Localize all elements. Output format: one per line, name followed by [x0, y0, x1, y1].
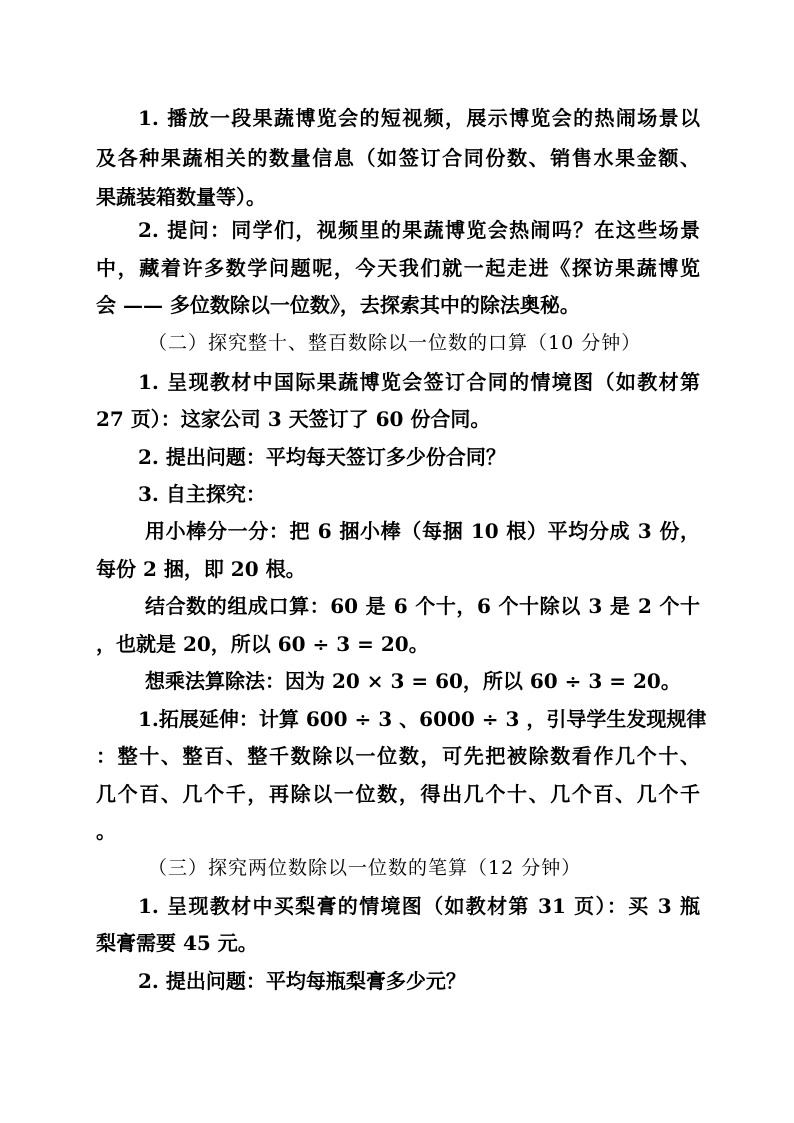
- paragraph-line: 2. 提问：同学们，视频里的果蔬博览会热闹吗？在这些场景: [138, 218, 700, 242]
- paragraph-line: 2. 提出问题：平均每瓶梨膏多少元？: [138, 969, 466, 993]
- paragraph-line: 1. 播放一段果蔬博览会的短视频，展示博览会的热闹场景以: [138, 106, 700, 130]
- section-heading: （二）探究整十、整百数除以一位数的口算（10 分钟）: [148, 332, 642, 354]
- paragraph-line: ：整十、整百、整千数除以一位数，可先把被除数看作几个十、: [96, 744, 700, 768]
- paragraph-line: 几个百、几个千，再除以一位数，得出几个十、几个百、几个千: [96, 782, 700, 806]
- paragraph-line: 梨膏需要 45 元。: [96, 931, 258, 955]
- paragraph-line: 1. 呈现教材中国际果蔬博览会签订合同的情境图（如教材第: [138, 370, 700, 394]
- paragraph-line: 。: [96, 819, 116, 843]
- paragraph-line: 1. 呈现教材中买梨膏的情境图（如教材第 31 页）：买 3 瓶: [138, 894, 700, 918]
- paragraph-line: 3. 自主探究：: [138, 482, 266, 506]
- paragraph-line: 想乘法算除法：因为 20 × 3 = 60，所以 60 ÷ 3 = 20。: [145, 669, 681, 693]
- paragraph-line: 会 —— 多位数除以一位数》，去探索其中的除法奥秘。: [96, 293, 580, 317]
- paragraph-line: 27 页）：这家公司 3 天签订了 60 份合同。: [96, 407, 491, 431]
- paragraph-line: 用小棒分一分：把 6 捆小棒（每捆 10 根）平均分成 3 份，: [145, 519, 700, 543]
- paragraph-line: 每份 2 捆，即 20 根。: [96, 557, 306, 581]
- section-heading: （三）探究两位数除以一位数的笔算（12 分钟）: [148, 857, 582, 879]
- paragraph-line: 及各种果蔬相关的数量信息（如签订合同份数、销售水果金额、: [96, 146, 700, 170]
- paragraph-line: ，也就是 20，所以 60 ÷ 3 = 20。: [96, 632, 429, 656]
- paragraph-line: 果蔬装箱数量等）。: [96, 185, 266, 209]
- paragraph-line: 1.拓展延伸：计算 600 ÷ 3 、6000 ÷ 3 ，引导学生发现规律: [138, 707, 707, 731]
- paragraph-line: 2. 提出问题：平均每天签订多少份合同？: [138, 445, 506, 469]
- paragraph-line: 结合数的组成口算：60 是 6 个十，6 个十除以 3 是 2 个十: [145, 594, 700, 618]
- paragraph-line: 中，藏着许多数学问题呢，今天我们就一起走进《探访果蔬博览: [96, 256, 700, 280]
